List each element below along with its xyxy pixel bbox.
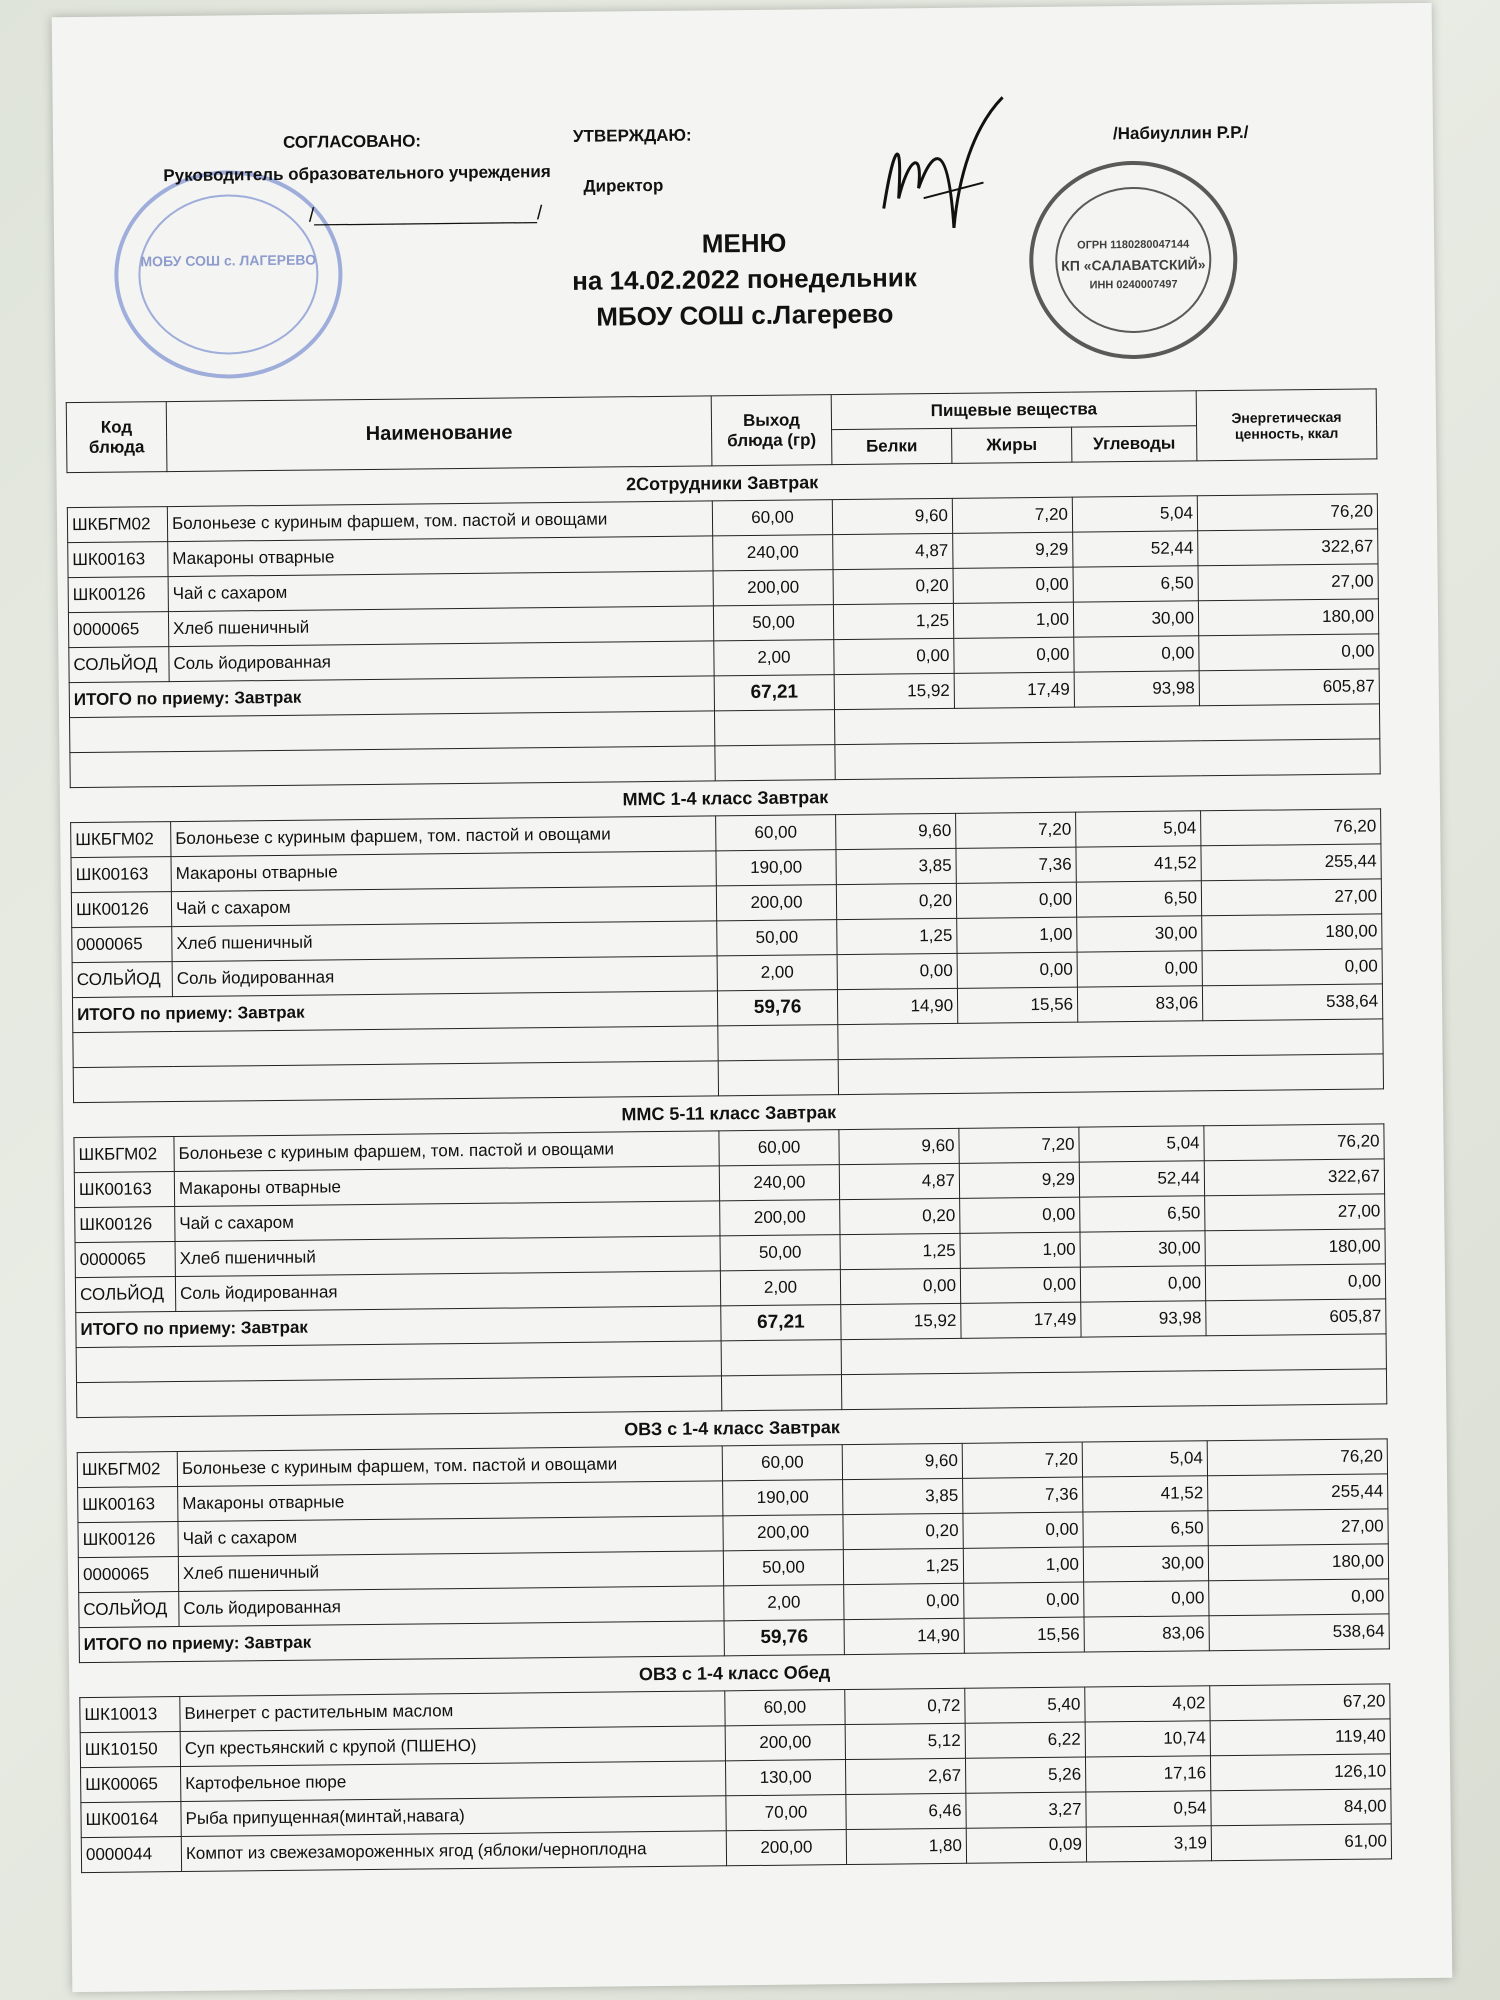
dish-name: Макароны отварные — [168, 536, 713, 577]
col-energy: Энергетическая ценность, ккал — [1196, 389, 1377, 461]
protein: 3,85 — [836, 848, 956, 884]
fat: 0,00 — [960, 1197, 1080, 1233]
dish-code: 0000065 — [78, 1557, 178, 1593]
dish-yield: 60,00 — [716, 815, 836, 851]
dish-yield: 60,00 — [719, 1130, 839, 1166]
dish-name: Картофельное пюре — [181, 1761, 726, 1802]
dish-code: СОЛЬЙОД — [72, 962, 172, 998]
total-protein: 15,92 — [834, 673, 954, 709]
total-energy: 605,87 — [1199, 669, 1379, 706]
energy: 0,00 — [1202, 949, 1382, 986]
energy: 180,00 — [1208, 1544, 1388, 1581]
dish-code: ШК00163 — [71, 857, 171, 893]
dish-code: СОЛЬЙОД — [69, 647, 169, 683]
fat: 7,36 — [963, 1477, 1083, 1513]
fat: 9,29 — [959, 1162, 1079, 1198]
carbs: 10,74 — [1085, 1721, 1210, 1757]
fat: 0,00 — [957, 952, 1077, 988]
dish-name: Макароны отварные — [171, 851, 716, 892]
fat: 0,09 — [966, 1827, 1086, 1863]
dish-yield: 2,00 — [714, 640, 834, 676]
carbs: 6,50 — [1073, 566, 1198, 602]
dish-code: ШК00126 — [75, 1207, 175, 1243]
protein: 0,20 — [833, 568, 953, 604]
section-title: ММС 5-11 класс Завтрак — [621, 1101, 837, 1124]
blank-cell — [835, 739, 1380, 780]
carbs: 52,44 — [1079, 1161, 1204, 1197]
carbs: 5,04 — [1072, 496, 1197, 532]
col-yield: Выход блюда (гр) — [711, 395, 832, 466]
blank-cell — [718, 1060, 838, 1096]
carbs: 30,00 — [1083, 1546, 1208, 1582]
energy: 27,00 — [1205, 1194, 1385, 1231]
total-yield: 67,21 — [721, 1305, 841, 1341]
total-yield: 59,76 — [724, 1620, 844, 1656]
dish-code: ШК00164 — [81, 1802, 181, 1838]
energy: 255,44 — [1201, 844, 1381, 881]
dish-name: Рыба припущенная(минтай,навага) — [181, 1796, 726, 1837]
dish-code: ШК00163 — [74, 1172, 174, 1208]
total-label: ИТОГО по приему: Завтрак — [79, 1621, 724, 1663]
dish-code: ШК10013 — [80, 1697, 180, 1733]
total-fat: 17,49 — [954, 672, 1074, 708]
carbs: 5,04 — [1076, 811, 1201, 847]
dish-yield: 50,00 — [713, 605, 833, 641]
carbs: 41,52 — [1083, 1476, 1208, 1512]
dish-code: ШК00126 — [71, 892, 171, 928]
dish-code: СОЛЬЙОД — [75, 1277, 175, 1313]
dish-code: ШКБГМ02 — [77, 1452, 177, 1488]
dish-name: Чай с сахаром — [171, 886, 716, 927]
fat: 7,20 — [952, 497, 1072, 533]
total-protein: 14,90 — [844, 1618, 964, 1654]
dish-yield: 200,00 — [716, 885, 836, 921]
dish-code: 0000065 — [72, 927, 172, 963]
energy: 61,00 — [1211, 1824, 1391, 1861]
energy: 84,00 — [1211, 1789, 1391, 1826]
blank-cell — [841, 1369, 1386, 1410]
company-stamp: ОГРН 1180280047144 КП «САЛАВАТСКИЙ» ИНН 0240007497 — [1028, 160, 1238, 360]
total-fat: 17,49 — [961, 1302, 1081, 1338]
energy: 27,00 — [1208, 1509, 1388, 1546]
blank-cell — [715, 745, 835, 781]
total-carbs: 93,98 — [1074, 671, 1199, 707]
total-label: ИТОГО по приему: Завтрак — [76, 1306, 721, 1348]
dish-code: ШК00126 — [68, 577, 168, 613]
dish-yield: 2,00 — [724, 1585, 844, 1621]
col-protein: Белки — [832, 428, 952, 464]
protein: 0,20 — [840, 1198, 960, 1234]
dish-yield: 60,00 — [712, 500, 832, 536]
col-code: Код блюда — [66, 402, 167, 473]
dish-name: Соль йодированная — [169, 641, 714, 682]
dish-yield: 240,00 — [713, 535, 833, 571]
protein: 6,46 — [846, 1793, 966, 1829]
fat: 7,20 — [959, 1127, 1079, 1163]
carbs: 52,44 — [1073, 531, 1198, 567]
agreed-title: СОГЛАСОВАНО: — [282, 131, 422, 152]
dish-yield: 50,00 — [723, 1550, 843, 1586]
dish-yield: 60,00 — [722, 1445, 842, 1481]
protein: 4,87 — [839, 1163, 959, 1199]
protein: 9,60 — [836, 813, 956, 849]
blank-cell — [714, 710, 834, 746]
dish-name: Макароны отварные — [178, 1481, 723, 1522]
blank-cell — [838, 1054, 1383, 1095]
fat: 1,00 — [957, 917, 1077, 953]
dish-code: 0000065 — [68, 612, 168, 648]
carbs: 6,50 — [1080, 1196, 1205, 1232]
fat: 7,20 — [962, 1442, 1082, 1478]
energy: 322,67 — [1204, 1159, 1384, 1196]
dish-name: Чай с сахаром — [175, 1201, 720, 1242]
protein: 9,60 — [839, 1128, 959, 1164]
dish-name: Болоньезе с куриным фаршем, том. пастой и овощами — [177, 1446, 722, 1487]
dish-yield: 240,00 — [719, 1165, 839, 1201]
dish-name: Хлеб пшеничный — [172, 921, 717, 962]
dish-name: Винегрет с растительным маслом — [180, 1691, 725, 1732]
dish-code: ШКБГМ02 — [74, 1137, 174, 1173]
carbs: 6,50 — [1083, 1511, 1208, 1547]
energy: 322,67 — [1198, 529, 1378, 566]
menu-title: МЕНЮ на 14.02.2022 понедельник МБОУ СОШ с.Лагерево — [572, 227, 917, 332]
carbs: 30,00 — [1073, 601, 1198, 637]
protein: 2,67 — [845, 1758, 965, 1794]
carbs: 30,00 — [1080, 1231, 1205, 1267]
dish-code: ШК00065 — [81, 1767, 181, 1803]
menu-sheet — [52, 3, 1453, 1992]
dish-code: 0000065 — [75, 1242, 175, 1278]
total-fat: 15,56 — [964, 1617, 1084, 1653]
blank-cell — [838, 1019, 1383, 1060]
dish-yield: 50,00 — [717, 920, 837, 956]
total-yield: 59,76 — [717, 990, 837, 1026]
total-protein: 14,90 — [837, 988, 957, 1024]
total-carbs: 83,06 — [1077, 986, 1202, 1022]
energy: 180,00 — [1205, 1229, 1385, 1266]
protein: 0,00 — [834, 638, 954, 674]
dish-yield: 190,00 — [716, 850, 836, 886]
col-carbs: Углеводы — [1072, 426, 1197, 462]
section-title: ОВЗ с 1-4 класс Завтрак — [624, 1416, 840, 1439]
total-label: ИТОГО по приему: Завтрак — [72, 991, 717, 1033]
dish-name: Хлеб пшеничный — [178, 1551, 723, 1592]
energy: 119,40 — [1210, 1719, 1390, 1756]
dish-yield: 50,00 — [720, 1235, 840, 1271]
total-carbs: 83,06 — [1084, 1616, 1209, 1652]
energy: 76,20 — [1201, 809, 1381, 846]
agreed-signature-line: /____________________/ — [308, 202, 543, 227]
approve-name: /Набиуллин Р.Р./ — [1112, 122, 1249, 144]
dish-name: Соль йодированная — [175, 1271, 720, 1312]
protein: 3,85 — [843, 1478, 963, 1514]
dish-yield: 60,00 — [725, 1690, 845, 1726]
blank-cell — [721, 1375, 841, 1411]
dish-yield: 130,00 — [725, 1760, 845, 1796]
dish-name: Чай с сахаром — [178, 1516, 723, 1557]
protein: 0,00 — [844, 1583, 964, 1619]
protein: 5,12 — [845, 1723, 965, 1759]
energy: 180,00 — [1202, 914, 1382, 951]
energy: 0,00 — [1199, 634, 1379, 671]
blank-cell — [841, 1334, 1386, 1375]
dish-code: ШКБГМ02 — [67, 507, 167, 543]
energy: 0,00 — [1209, 1579, 1389, 1616]
carbs: 5,04 — [1079, 1126, 1204, 1162]
blank-cell — [718, 1025, 838, 1061]
col-name: Наименование — [166, 396, 712, 472]
dish-name: Суп крестьянский с крупой (ПШЕНО) — [180, 1726, 725, 1767]
agreed-role: Руководитель образовательного учреждения — [163, 162, 551, 186]
protein: 0,00 — [837, 953, 957, 989]
dish-name: Соль йодированная — [172, 956, 717, 997]
fat: 7,36 — [956, 847, 1076, 883]
protein: 1,80 — [846, 1828, 966, 1864]
protein: 9,60 — [842, 1443, 962, 1479]
carbs: 0,00 — [1084, 1581, 1209, 1617]
total-energy: 538,64 — [1209, 1614, 1389, 1651]
carbs: 0,00 — [1077, 951, 1202, 987]
dish-yield: 200,00 — [726, 1830, 846, 1866]
section-title: ММС 1-4 класс Завтрак — [622, 786, 829, 809]
dish-yield: 190,00 — [723, 1480, 843, 1516]
section-title: 2Сотрудники Завтрак — [625, 471, 819, 494]
energy: 27,00 — [1198, 564, 1378, 601]
menu-body — [67, 459, 1392, 1873]
dish-name: Чай с сахаром — [168, 571, 713, 612]
dish-yield: 70,00 — [726, 1795, 846, 1831]
carbs: 3,19 — [1086, 1826, 1211, 1862]
dish-code: ШК00163 — [78, 1487, 178, 1523]
total-yield: 67,21 — [714, 675, 834, 711]
dish-name: Болоньезе с куриным фаршем, том. пастой и овощами — [167, 501, 712, 542]
fat: 1,00 — [953, 602, 1073, 638]
fat: 0,00 — [956, 882, 1076, 918]
total-carbs: 93,98 — [1081, 1301, 1206, 1337]
protein: 0,20 — [836, 883, 956, 919]
energy: 126,10 — [1210, 1754, 1390, 1791]
energy: 27,00 — [1201, 879, 1381, 916]
total-fat: 15,56 — [957, 987, 1077, 1023]
col-nutrients: Пищевые вещества — [831, 391, 1196, 430]
total-protein: 15,92 — [841, 1303, 961, 1339]
fat: 9,29 — [953, 532, 1073, 568]
energy: 0,00 — [1205, 1264, 1385, 1301]
carbs: 0,00 — [1074, 636, 1199, 672]
dish-code: СОЛЬЙОД — [79, 1592, 179, 1628]
fat: 3,27 — [966, 1792, 1086, 1828]
protein: 1,25 — [837, 918, 957, 954]
fat: 7,20 — [956, 812, 1076, 848]
school-stamp: МОБУ СОШ с. ЛАГЕРЕВО — [113, 169, 343, 379]
protein: 0,20 — [843, 1513, 963, 1549]
dish-yield: 2,00 — [717, 955, 837, 991]
dish-name: Хлеб пшеничный — [175, 1236, 720, 1277]
carbs: 0,54 — [1086, 1791, 1211, 1827]
dish-yield: 200,00 — [725, 1725, 845, 1761]
dish-name: Макароны отварные — [174, 1166, 719, 1207]
energy: 255,44 — [1208, 1474, 1388, 1511]
fat: 5,40 — [965, 1687, 1085, 1723]
protein: 1,25 — [833, 603, 953, 639]
dish-yield: 200,00 — [720, 1200, 840, 1236]
energy: 76,20 — [1207, 1439, 1387, 1476]
protein: 0,00 — [840, 1268, 960, 1304]
section-title: ОВЗ с 1-4 класс Обед — [638, 1661, 831, 1684]
carbs: 41,52 — [1076, 846, 1201, 882]
dish-code: ШК00126 — [78, 1522, 178, 1558]
fat: 1,00 — [960, 1232, 1080, 1268]
dish-code: ШК00163 — [68, 542, 168, 578]
menu-table — [66, 388, 1392, 1873]
carbs: 0,00 — [1080, 1266, 1205, 1302]
fat: 0,00 — [964, 1582, 1084, 1618]
dish-name: Хлеб пшеничный — [168, 606, 713, 647]
protein: 9,60 — [832, 498, 952, 534]
dish-name: Соль йодированная — [179, 1586, 724, 1627]
dish-name: Болоньезе с куриным фаршем, том. пастой и овощами — [174, 1131, 719, 1172]
protein: 1,25 — [843, 1548, 963, 1584]
energy: 67,20 — [1210, 1684, 1390, 1721]
protein: 4,87 — [833, 533, 953, 569]
approve-title: УТВЕРЖДАЮ: — [572, 125, 692, 146]
fat: 5,26 — [965, 1757, 1085, 1793]
dish-yield: 2,00 — [720, 1270, 840, 1306]
protein: 0,72 — [845, 1688, 965, 1724]
approve-role: Директор — [583, 175, 664, 196]
dish-name: Компот из свежезамороженных ягод (яблоки/черноплодна — [181, 1831, 726, 1872]
fat: 0,00 — [953, 567, 1073, 603]
dish-yield: 200,00 — [723, 1515, 843, 1551]
fat: 0,00 — [963, 1512, 1083, 1548]
blank-cell — [834, 704, 1379, 745]
total-energy: 538,64 — [1202, 984, 1382, 1021]
fat: 1,00 — [963, 1547, 1083, 1583]
carbs: 4,02 — [1085, 1686, 1210, 1722]
col-fat: Жиры — [952, 427, 1072, 463]
protein: 1,25 — [840, 1233, 960, 1269]
carbs: 6,50 — [1076, 881, 1201, 917]
carbs: 30,00 — [1077, 916, 1202, 952]
blank-cell — [721, 1340, 841, 1376]
carbs: 17,16 — [1085, 1756, 1210, 1792]
dish-name: Болоньезе с куриным фаршем, том. пастой и овощами — [171, 816, 716, 857]
dish-code: ШК10150 — [80, 1732, 180, 1768]
dish-code: ШКБГМ02 — [71, 822, 171, 858]
fat: 6,22 — [965, 1722, 1085, 1758]
total-label: ИТОГО по приему: Завтрак — [69, 676, 714, 718]
total-energy: 605,87 — [1206, 1299, 1386, 1336]
energy: 76,20 — [1204, 1124, 1384, 1161]
dish-yield: 200,00 — [713, 570, 833, 606]
fat: 0,00 — [960, 1267, 1080, 1303]
carbs: 5,04 — [1082, 1441, 1207, 1477]
energy: 180,00 — [1198, 599, 1378, 636]
energy: 76,20 — [1197, 494, 1377, 531]
dish-code: 0000044 — [81, 1837, 181, 1873]
fat: 0,00 — [954, 637, 1074, 673]
